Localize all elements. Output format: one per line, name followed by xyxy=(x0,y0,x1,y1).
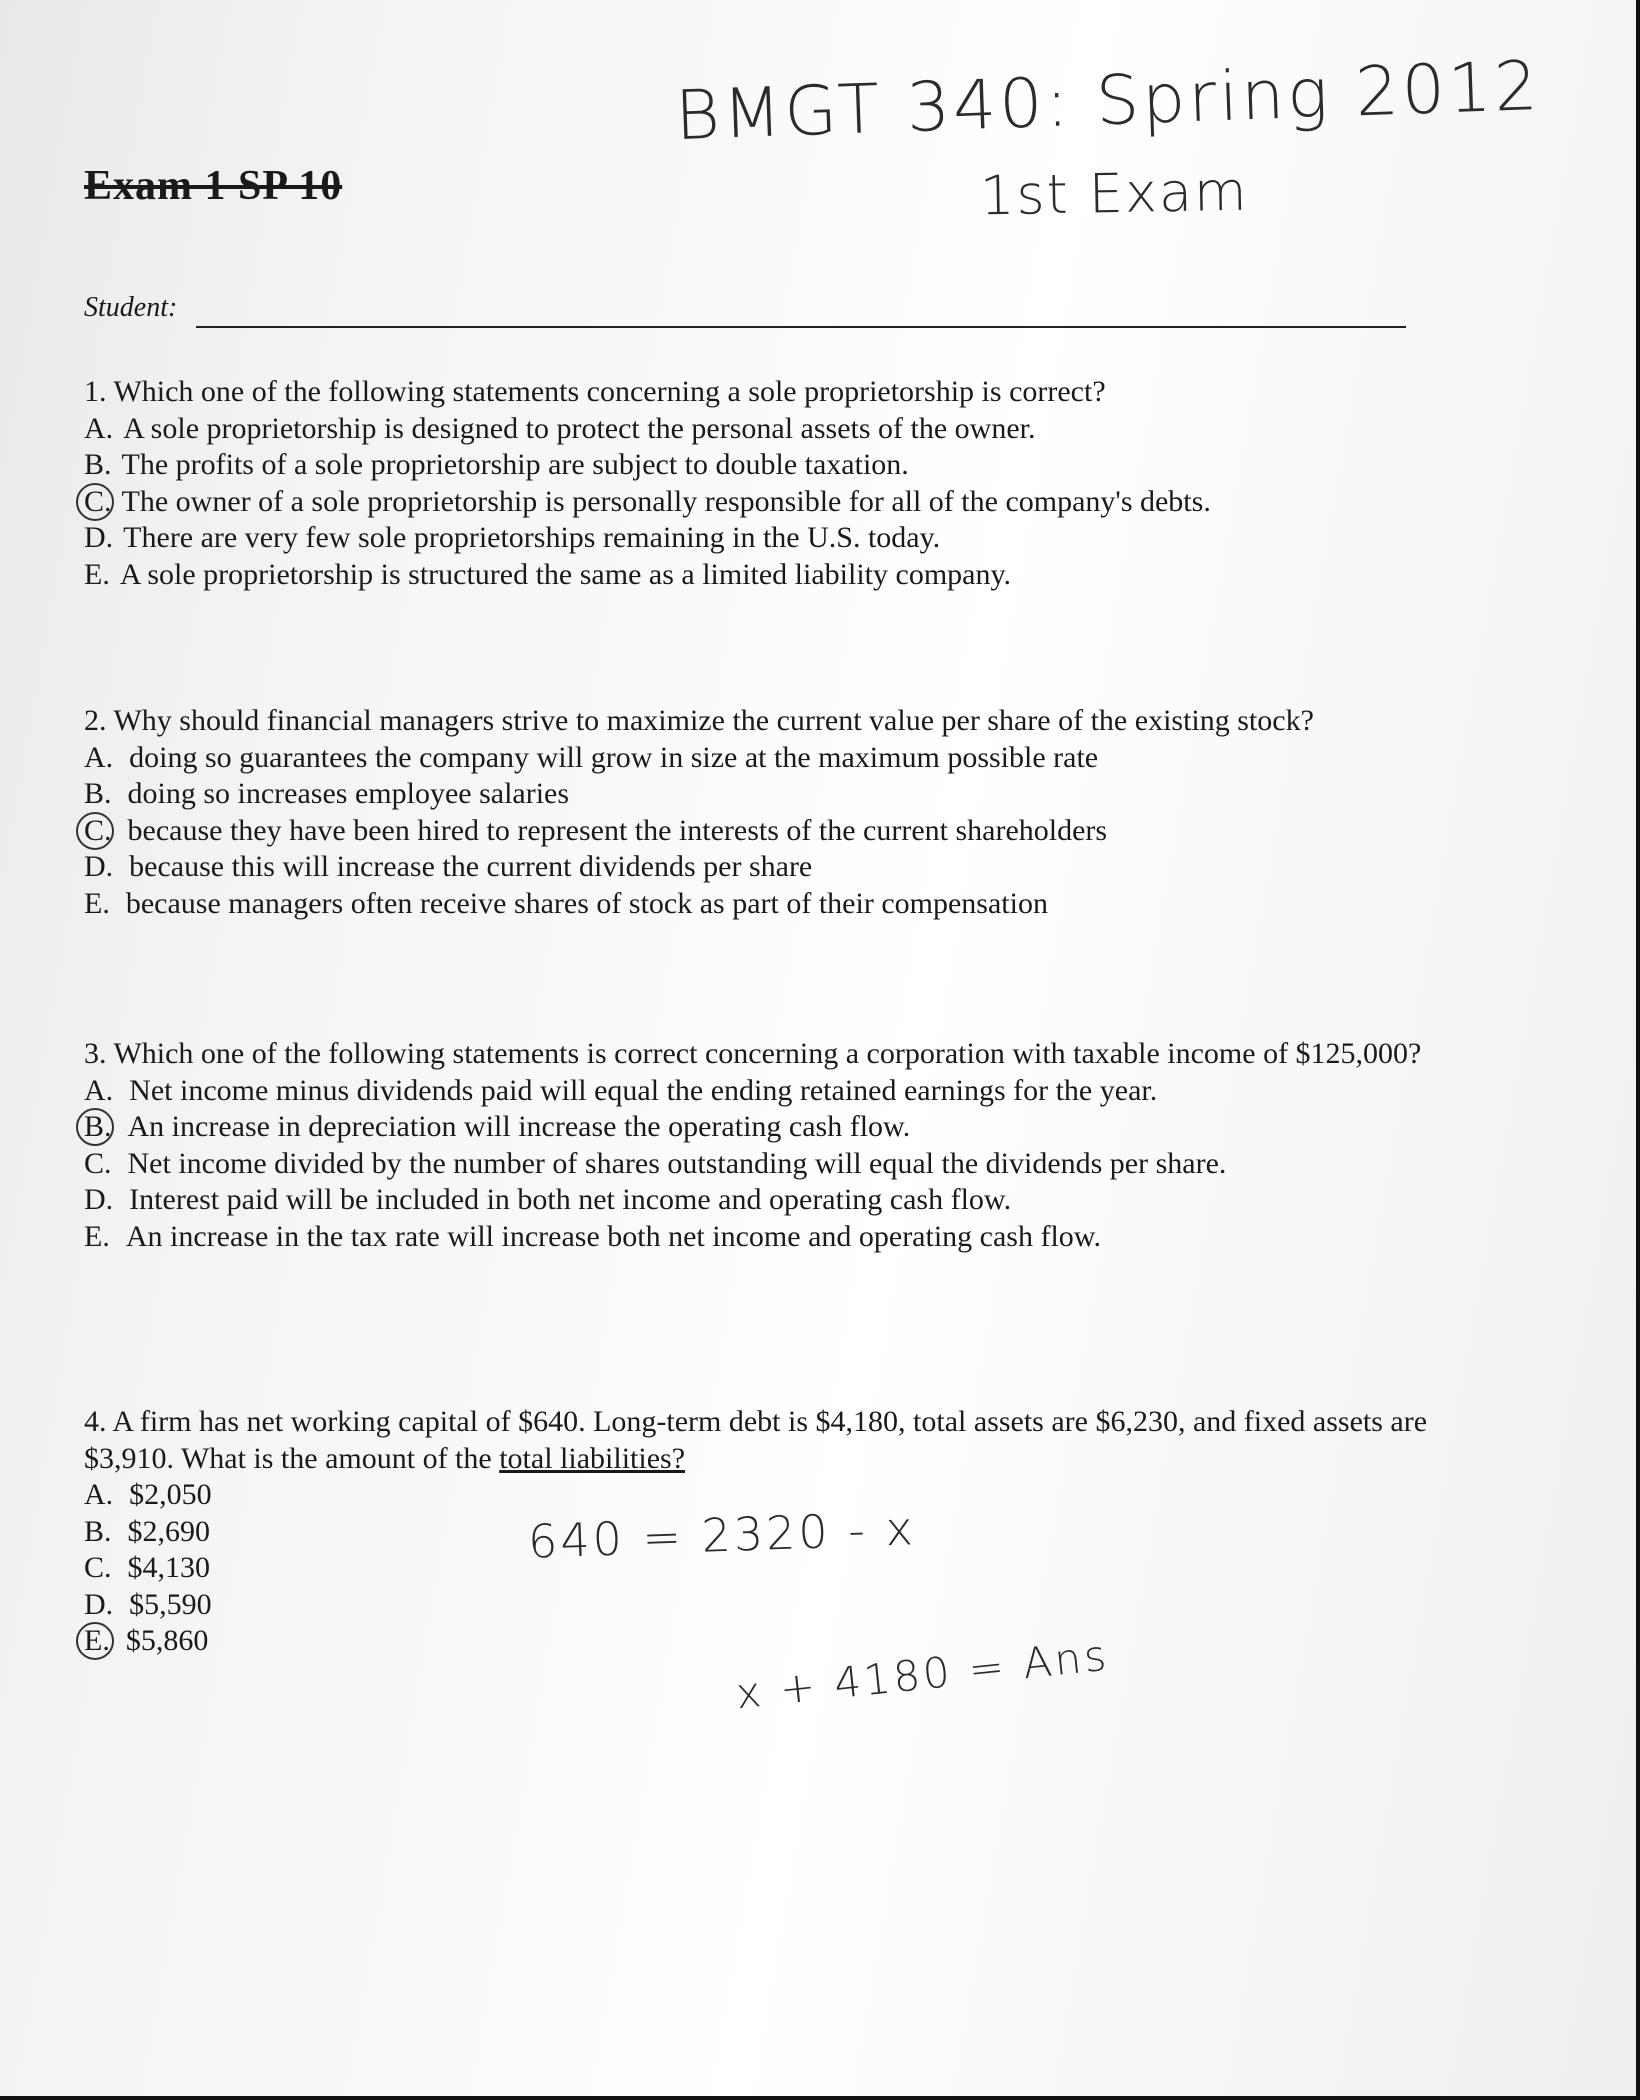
option-text: because they have been hired to represent the interests of the current shareholders xyxy=(127,813,1108,847)
question-1 xyxy=(84,374,1504,593)
option-letter: D. xyxy=(84,850,114,883)
question-text: 1. Which one of the following statements concerning a sole proprietorship is correct? xyxy=(84,375,1106,408)
option-d xyxy=(84,520,1504,557)
option-a xyxy=(84,740,1504,777)
option-letter: B. xyxy=(84,448,112,481)
option-text: doing so guarantees the company will grow in size at the maximum possible rate xyxy=(129,740,1099,774)
option-letter: D. xyxy=(84,1183,114,1216)
option-c xyxy=(84,1146,1504,1183)
option-letter-circled: E. xyxy=(84,1623,110,1660)
option-letter: A. xyxy=(84,1478,114,1511)
option-text: A sole proprietorship is designed to protect the personal assets of the owner. xyxy=(123,411,1036,445)
option-text: $2,690 xyxy=(127,1514,211,1548)
option-b-selected xyxy=(84,1109,1504,1146)
option-e xyxy=(84,1219,1504,1256)
option-b xyxy=(84,776,1504,813)
option-text: The owner of a sole proprietorship is personally responsible for all of the company's debts. xyxy=(121,484,1211,518)
student-label: Student: xyxy=(84,292,178,323)
option-text: $5,590 xyxy=(129,1587,212,1621)
handwritten-calculation-1: 640 = 2320 - x xyxy=(527,1501,917,1569)
option-text: Net income minus dividends paid will equal the ending retained earnings for the year. xyxy=(129,1073,1158,1107)
student-name-line xyxy=(196,326,1406,328)
option-text: doing so increases employee salaries xyxy=(127,777,570,810)
option-d xyxy=(84,1182,1504,1219)
option-b xyxy=(84,447,1504,484)
handwritten-exam-label: 1st Exam xyxy=(979,159,1250,228)
question-2 xyxy=(84,703,1504,922)
option-text: because this will increase the current dividends per share xyxy=(129,850,813,883)
option-letter: D. xyxy=(84,521,114,554)
option-letter-circled: C. xyxy=(84,813,112,850)
option-letter: D. xyxy=(84,1587,114,1621)
question-text-main: 4. A firm has net working capital of $640. Long-term debt is $4,180, total assets are $6,230, and fixed assets are $3,910. What is the amount of the xyxy=(84,1405,1428,1475)
option-letter: E. xyxy=(84,1219,110,1253)
option-text: A sole proprietorship is structured the same as a limited liability company. xyxy=(119,557,1012,591)
question-text: 2. Why should financial managers strive to maximize the current value per share of the existing stock? xyxy=(84,704,1314,737)
option-e xyxy=(84,557,1504,594)
option-text: $5,860 xyxy=(125,1624,209,1657)
option-text: Interest paid will be included in both net income and operating cash flow. xyxy=(129,1183,1012,1216)
option-text: The profits of a sole proprietorship are subject to double taxation. xyxy=(121,448,909,481)
option-letter: A. xyxy=(84,411,114,445)
option-text: $2,050 xyxy=(129,1478,212,1511)
option-e-selected xyxy=(84,1623,1504,1660)
question-text-underlined: total liabilities? xyxy=(499,1441,686,1475)
option-text: There are very few sole proprietorships remaining in the U.S. today. xyxy=(123,521,941,554)
option-c-selected xyxy=(84,484,1504,521)
option-d xyxy=(84,849,1504,886)
exam-title-struck: Exam 1 SP 10 xyxy=(84,163,343,209)
question-3 xyxy=(84,1036,1504,1255)
option-e xyxy=(84,886,1504,923)
option-text: An increase in depreciation will increase the operating cash flow. xyxy=(127,1110,911,1143)
option-c-selected xyxy=(84,813,1504,850)
option-letter: B. xyxy=(84,777,112,810)
question-text xyxy=(84,1404,1504,1477)
option-a xyxy=(84,411,1504,448)
option-letter: C. xyxy=(84,1146,112,1180)
option-letter: C. xyxy=(84,1551,112,1584)
option-letter-circled: C. xyxy=(84,484,112,521)
option-letter: A. xyxy=(84,740,114,774)
question-text: 3. Which one of the following statements is correct concerning a corporation with taxable income of $125,000? xyxy=(84,1037,1422,1070)
option-letter: E. xyxy=(84,886,110,920)
option-letter: A. xyxy=(84,1073,114,1107)
option-d xyxy=(84,1587,1504,1624)
handwritten-course-title: BMGT 340: Spring 2012 xyxy=(673,46,1542,157)
option-letter: B. xyxy=(84,1514,112,1548)
option-letter-circled: B. xyxy=(84,1109,112,1146)
option-text: because managers often receive shares of stock as part of their compensation xyxy=(125,886,1048,920)
handwritten-calculation-2: x + 4180 = Ans xyxy=(733,1630,1112,1719)
option-text: $4,130 xyxy=(127,1551,211,1584)
option-text: An increase in the tax rate will increase both net income and operating cash flow. xyxy=(125,1219,1102,1253)
option-letter: E. xyxy=(84,557,110,591)
option-a xyxy=(84,1073,1504,1110)
option-text: Net income divided by the number of shares outstanding will equal the dividends per share. xyxy=(127,1146,1227,1180)
